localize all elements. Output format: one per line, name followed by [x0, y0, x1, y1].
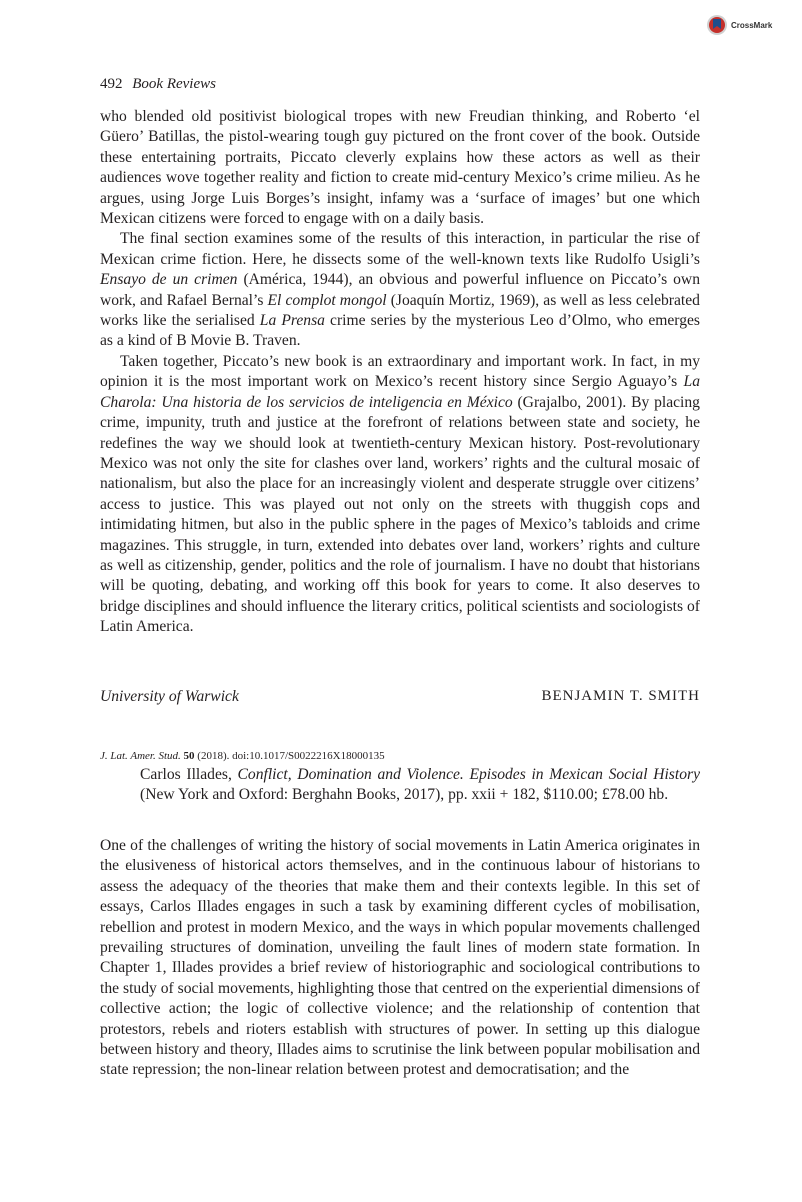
review-2-body	[100, 836, 700, 1081]
doi[interactable]: (2018). doi:10.1017/S0022216X18000135	[194, 750, 385, 762]
running-head	[100, 76, 216, 93]
review-1-signature	[100, 688, 700, 706]
section-title: Book Reviews	[132, 76, 216, 92]
page-number: 492	[100, 76, 123, 92]
crossmark-label: CrossMark	[731, 20, 773, 30]
affiliation: University of Warwick	[100, 688, 239, 705]
review-2-paragraph-1: One of the challenges of writing the history of social movements in Latin America originates in the elusiveness of historical actors themselves, and in the continuous labour of historians to assess the adequacy of the theories that make them and their contexts legible. In this set of essays, Carlos Illades engages in such a task by examining different cycles of mobilisation, rebellion and protest in modern Mexico, and the ways in which popular movements challenged prevailing structures of domination, unveiling the fault lines of modern state formation. In Chapter 1, Illades provides a brief review of historiographic and sociological contributions to the study of social movements, highlighting those that centred on the experiential dimensions of collective action; the logic of collective violence; and the relationship of contention that protestors, rebels and rioters establish with structures of power. In setting up this dialogue between history and theory, Illades aims to scrutinise the link between popular mobilisation and state repression; the non-linear relation between protest and democratisation; and the	[100, 837, 700, 1079]
journal-volume: 50	[183, 750, 195, 762]
review-1-body	[100, 107, 700, 638]
review-1-paragraph-3: Taken together, Piccato’s new book is an extraordinary and important work. In fact, in my opinion it is the most important work on Mexico’s recent history since Sergio Aguayo’s La Charola: Una historia de los servicios de inteligencia en México (Grajalbo, 2001). By placing crime, impunity, truth and justice at the forefront of relations between state and society, he redefines the way we should look at twentieth-century Mexican history. Post-revolutionary Mexico was not only the site for clashes over land, workers’ rights and the cultural mosaic of nationalism, but also the place for an increasingly violent and desperate struggle over citizens’ access to justice. This was played out not only on the streets with thuggish cops and intimidating hitmen, but also in the public sphere in the pages of Mexico’s tabloids and crime magazines. This struggle, in turn, extended into debates over land, workers’ rights and culture as well as citizenship, gender, politics and the role of journalism. I have no doubt that historians will be quoting, debating, and working off this book for years to come. It also deserves to bridge disciplines and should influence the literary critics, political scientists and sociologists of Latin America.	[100, 352, 700, 636]
review-1-paragraph-1: who blended old positivist biological tropes with new Freudian thinking, and Roberto ‘el Güero’ Batillas, the pistol-wearing tough guy pictured on the front cover of the book. Outside these entertaining portraits, Piccato cleverly explains how these actors as well as their audiences wove together reality and fiction to create mid-century Mexico’s crime milieu. As he argues, using Jorge Luis Borges’s insight, infamy was a ‘surface of images’ but one which Mexican citizens were forced to engage with on a daily basis.	[100, 108, 700, 228]
reviewer-name: BENJAMIN T. SMITH	[541, 688, 700, 704]
book-bibliography: Carlos Illades, Conflict, Domination and Violence. Episodes in Mexican Social History (New York and Oxford: Berghahn Books, 2017), pp. xxii + 182, $110.00; £78.00 hb.	[140, 766, 700, 804]
review-1-paragraph-2: The final section examines some of the results of this interaction, in particular the rise of Mexican crime fiction. Here, he dissects some of the well-known texts like Rudolfo Usigli’s Ensayo de un crimen (América, 1944), an obvious and powerful influence on Piccato’s own work, and Rafael Bernal’s El complot mongol (Joaquín Mortiz, 1969), as well as less celebrated works like the serialised La Prensa crime series by the mysterious Leo d’Olmo, who emerges as a kind of B Movie B. Traven.	[100, 230, 700, 350]
crossmark-icon	[706, 14, 728, 36]
citation-line	[100, 750, 385, 762]
crossmark-badge[interactable]	[706, 14, 772, 36]
journal-name: J. Lat. Amer. Stud.	[100, 750, 181, 762]
